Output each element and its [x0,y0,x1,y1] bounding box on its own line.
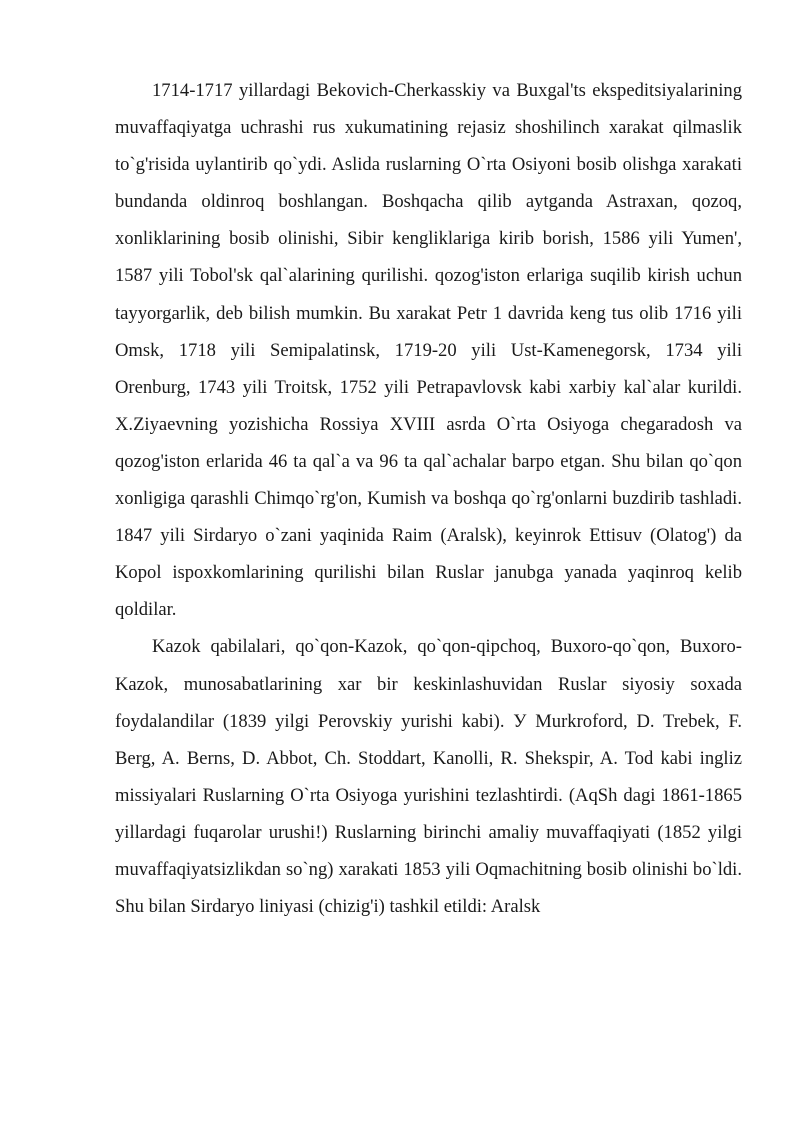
document-page [115,72,742,925]
paragraph-2: Kazok qabilalari, qo`qon-Kazok, qo`qon-qipchoq, Buxoro-qo`qon, Buxoro-Kazok, munosabatlarining xar bir keskinlashuvidan Ruslar siyosiy soxada foydalandilar (1839 yilgi Perovskiy yurishi kabi). У Murkroford, D. Trebek, F. Berg, A. Berns, D. Abbot, Ch. Stoddart, Kanolli, R. Shekspir, A. Tod kabi ingliz missiyalari Ruslarning O`rta Osiyoga yurishini tezlashtirdi. (AqSh dagi 1861-1865 yillardagi fuqarolar urushi!) Ruslarning birinchi amaliy muvaffaqiyati (1852 yilgi muvaffaqiyatsizlikdan so`ng) xarakati 1853 yili Oqmachitning bosib olinishi bo`ldi. Shu bilan Sirdaryo liniyasi (chizig'i) tashkil etildi: Aralsk [115,636,742,918]
paragraph-1: 1714-1717 yillardagi Bekovich-Cherkasskiy va Buxgal'ts ekspeditsiyalarining muvaffaqiyatga uchrashi rus xukumatining rejasiz shoshilinch xarakat qilmaslik to`g'risida uylantirib qo`ydi. Aslida ruslarning O`rta Osiyoni bosib olishga xarakati bundanda oldinroq boshlangan. Boshqacha qilib aytganda Astraxan, qozoq, xonliklarining bosib olinishi, Sibir kengliklariga kirib borish, 1586 yili Yumen', 1587 yili Tobol'sk qal`alarining qurilishi. qozog'iston erlariga suqilib kirish uchun tayyorgarlik, deb bilish mumkin. Bu xarakat Petr 1 davrida keng tus olib 1716 yili Omsk, 1718 yili Semipalatinsk, 1719-20 yili Ust-Kamenegorsk, 1734 yili Orenburg, 1743 yili Troitsk, 1752 yili Petrapavlovsk kabi xarbiy kal`alar kurildi. X.Ziyaevning yozishicha Rossiya XVIII asrda O`rta Osiyoga chegaradosh va qozog'iston erlarida 46 ta qal`a va 96 ta qal`achalar barpo etgan. Shu bilan qo`qon xonligiga qarashli Chimqo`rg'on, Kumish va boshqa qo`rg'onlarni buzdirib tashladi. 1847 yili Sirdaryo o`zani yaqinida Raim (Aralsk), keyinrok Ettisuv (Olatog') da Kopol ispoxkomlarining qurilishi bilan Ruslar janubga yanada yaqinroq kelib qoldilar. [115,80,742,621]
